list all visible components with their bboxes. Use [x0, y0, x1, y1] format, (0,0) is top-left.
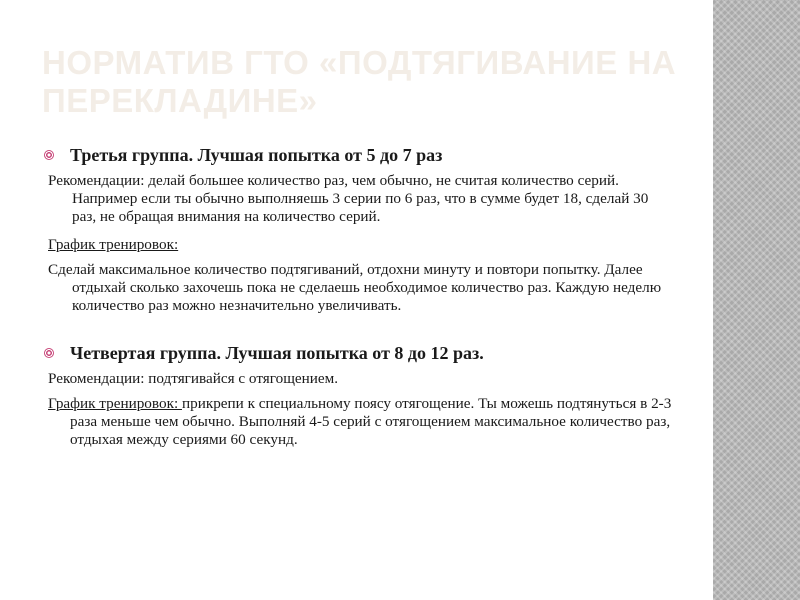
group-4-heading: [42, 343, 672, 364]
group-4-recommendation: Рекомендации: подтягивайся с отягощением.: [48, 370, 339, 387]
group-3-heading-text: Третья группа. Лучшая попытка от 5 до 7 раз: [70, 145, 443, 165]
group-4-schedule-text: прикрепи к специальному поясу отягощение. Ты можешь подтянуться в 2-3 раза меньше чем обычно. Выполняй 4-5 серий с отягощением максимальное количество раз, отдыхая между сериями 60 секунд.: [70, 395, 672, 448]
slide-title: НОРМАТИВ ГТО «ПОДТЯГИВАНИЕ НА ПЕРЕКЛАДИНЕ»: [42, 44, 677, 119]
group-3-recommendation: Рекомендации: делай большее количество раз, чем обычно, не считая количество серий. Например если ты обычно выполняешь 3 серии по 6 раз, что в сумме будет 18, сделай 30 раз, не обращая внимания на количество серий.: [48, 172, 649, 225]
slide-content: [42, 145, 672, 449]
schedule-label: График тренировок:: [48, 236, 179, 253]
group-4-heading-text: Четвертая группа. Лучшая попытка от 8 до 12 раз.: [70, 343, 484, 363]
ring-bullet-icon: [44, 348, 54, 358]
group-3-schedule-text: Сделай максимальное количество подтягиваний, отдохни минуту и повтори попытку. Далее отдыхай сколько захочешь пока не сделаешь необходимое количество раз. Каждую неделю количество раз можно незначительно увеличивать.: [48, 261, 662, 314]
group-4-schedule: [42, 395, 672, 449]
schedule-label: График тренировок:: [48, 395, 182, 412]
ring-bullet-icon: [44, 150, 54, 160]
group-3-schedule-label: [42, 236, 672, 254]
group-3-heading: [42, 145, 672, 166]
decorative-side-strip: [713, 0, 800, 600]
